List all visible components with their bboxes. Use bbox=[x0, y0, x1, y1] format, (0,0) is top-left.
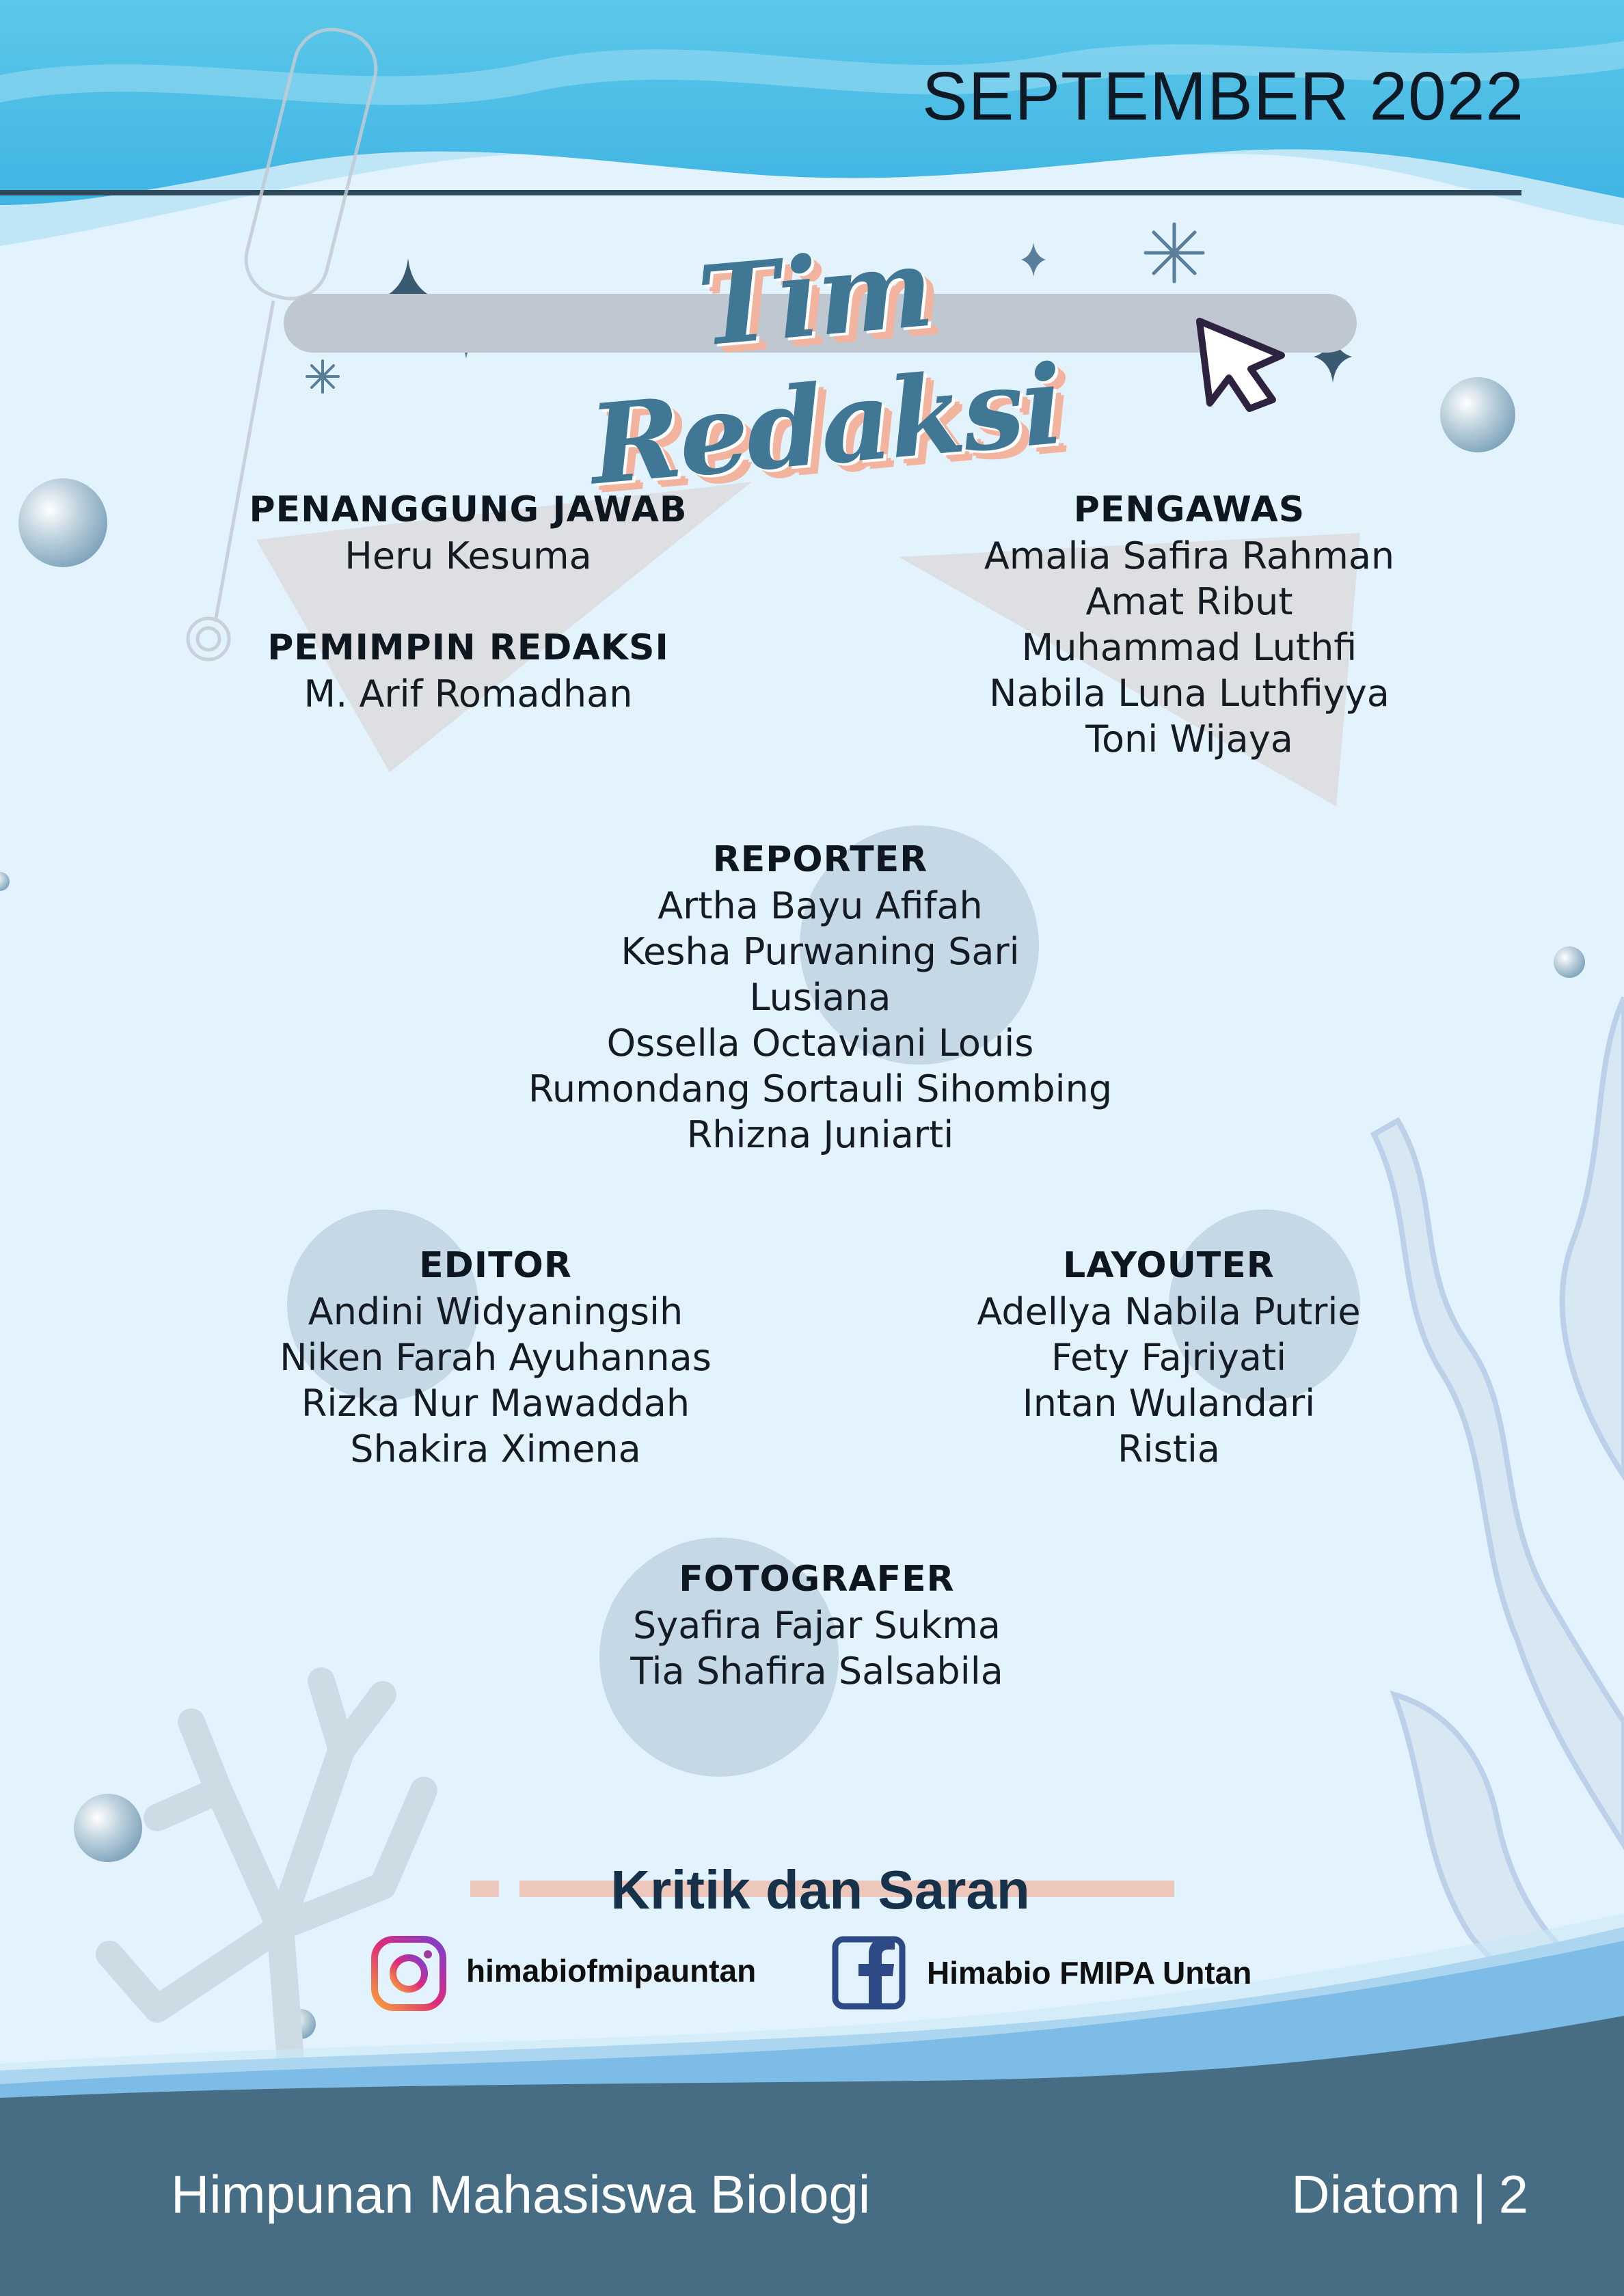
member-name: Amat Ribut bbox=[1085, 580, 1293, 623]
footer-magazine bbox=[1291, 2163, 1528, 2226]
member-name: Syafira Fajar Sukma bbox=[633, 1604, 1001, 1647]
member-name: Kesha Purwaning Sari bbox=[621, 930, 1020, 973]
member-name: Lusiana bbox=[749, 976, 891, 1019]
member-name: Shakira Ximena bbox=[350, 1427, 641, 1471]
member-name: Heru Kesuma bbox=[344, 534, 592, 577]
footer-separator: | bbox=[1472, 2164, 1487, 2224]
asterisk-icon bbox=[1146, 224, 1203, 282]
member-name: Toni Wijaya bbox=[1085, 718, 1293, 761]
member-name: Tia Shafira Salsabila bbox=[630, 1650, 1003, 1693]
member-name: Fety Fajriyati bbox=[1051, 1336, 1287, 1379]
section-penanggung-jawab bbox=[205, 487, 731, 579]
member-name: Intan Wulandari bbox=[1022, 1382, 1316, 1425]
member-name: Rhizna Juniarti bbox=[686, 1113, 954, 1156]
section-heading: EDITOR bbox=[419, 1245, 572, 1286]
member-name: Ossella Octaviani Louis bbox=[606, 1022, 1034, 1065]
instagram-handle-link[interactable]: himabiofmipauntan bbox=[466, 1953, 757, 1988]
section-heading: PENANGGUNG JAWAB bbox=[249, 489, 688, 530]
bubble bbox=[1440, 377, 1515, 452]
magazine-name: Diatom bbox=[1291, 2164, 1461, 2224]
section-heading: REPORTER bbox=[712, 839, 928, 880]
section-fotografer bbox=[547, 1556, 1087, 1694]
facebook-handle-link[interactable]: Himabio FMIPA Untan bbox=[927, 1955, 1252, 1991]
member-name: Adellya Nabila Putrie bbox=[977, 1290, 1361, 1333]
section-editor bbox=[246, 1242, 745, 1472]
bubble bbox=[74, 1794, 142, 1862]
member-name: M. Arif Romadhan bbox=[303, 672, 633, 715]
section-reporter bbox=[478, 836, 1162, 1158]
member-name: Rumondang Sortauli Sihombing bbox=[528, 1067, 1113, 1110]
member-name: Andini Widyaningsih bbox=[308, 1290, 684, 1333]
bubble bbox=[0, 872, 10, 891]
section-heading: PEMIMPIN REDAKSI bbox=[267, 627, 669, 668]
section-layouter bbox=[916, 1242, 1422, 1472]
member-name: Ristia bbox=[1118, 1427, 1220, 1471]
bubble bbox=[1554, 946, 1585, 978]
page-number: 2 bbox=[1498, 2164, 1528, 2224]
bubble bbox=[18, 478, 107, 567]
member-name: Muhammad Luthfi bbox=[1021, 626, 1357, 669]
facebook-icon bbox=[835, 1938, 902, 2006]
member-name: Rizka Nur Mawaddah bbox=[301, 1382, 690, 1425]
section-heading: LAYOUTER bbox=[1063, 1245, 1275, 1286]
coral-decoration bbox=[109, 1681, 424, 2105]
instagram-icon bbox=[375, 1939, 443, 2008]
section-heading: FOTOGRAFER bbox=[679, 1559, 955, 1600]
seaweed-decoration bbox=[1374, 998, 1624, 1982]
page-title: Tim Redaksi bbox=[584, 222, 1067, 510]
section-pemimpin-redaksi bbox=[205, 625, 731, 717]
member-name: Nabila Luna Luthfiyya bbox=[989, 672, 1390, 715]
footer-organization: Himpunan Mahasiswa Biologi bbox=[171, 2164, 871, 2224]
issue-date: SEPTEMBER 2022 bbox=[921, 58, 1524, 135]
kritik-heading: Kritik dan Saran bbox=[610, 1859, 1030, 1920]
member-name: Artha Bayu Afifah bbox=[658, 884, 983, 927]
member-name: Amalia Safira Rahman bbox=[984, 534, 1395, 577]
section-pengawas bbox=[930, 487, 1449, 762]
section-heading: PENGAWAS bbox=[1073, 489, 1305, 530]
header-divider bbox=[0, 190, 1521, 195]
member-name: Niken Farah Ayuhannas bbox=[280, 1336, 712, 1379]
asterisk-icon bbox=[307, 361, 338, 392]
